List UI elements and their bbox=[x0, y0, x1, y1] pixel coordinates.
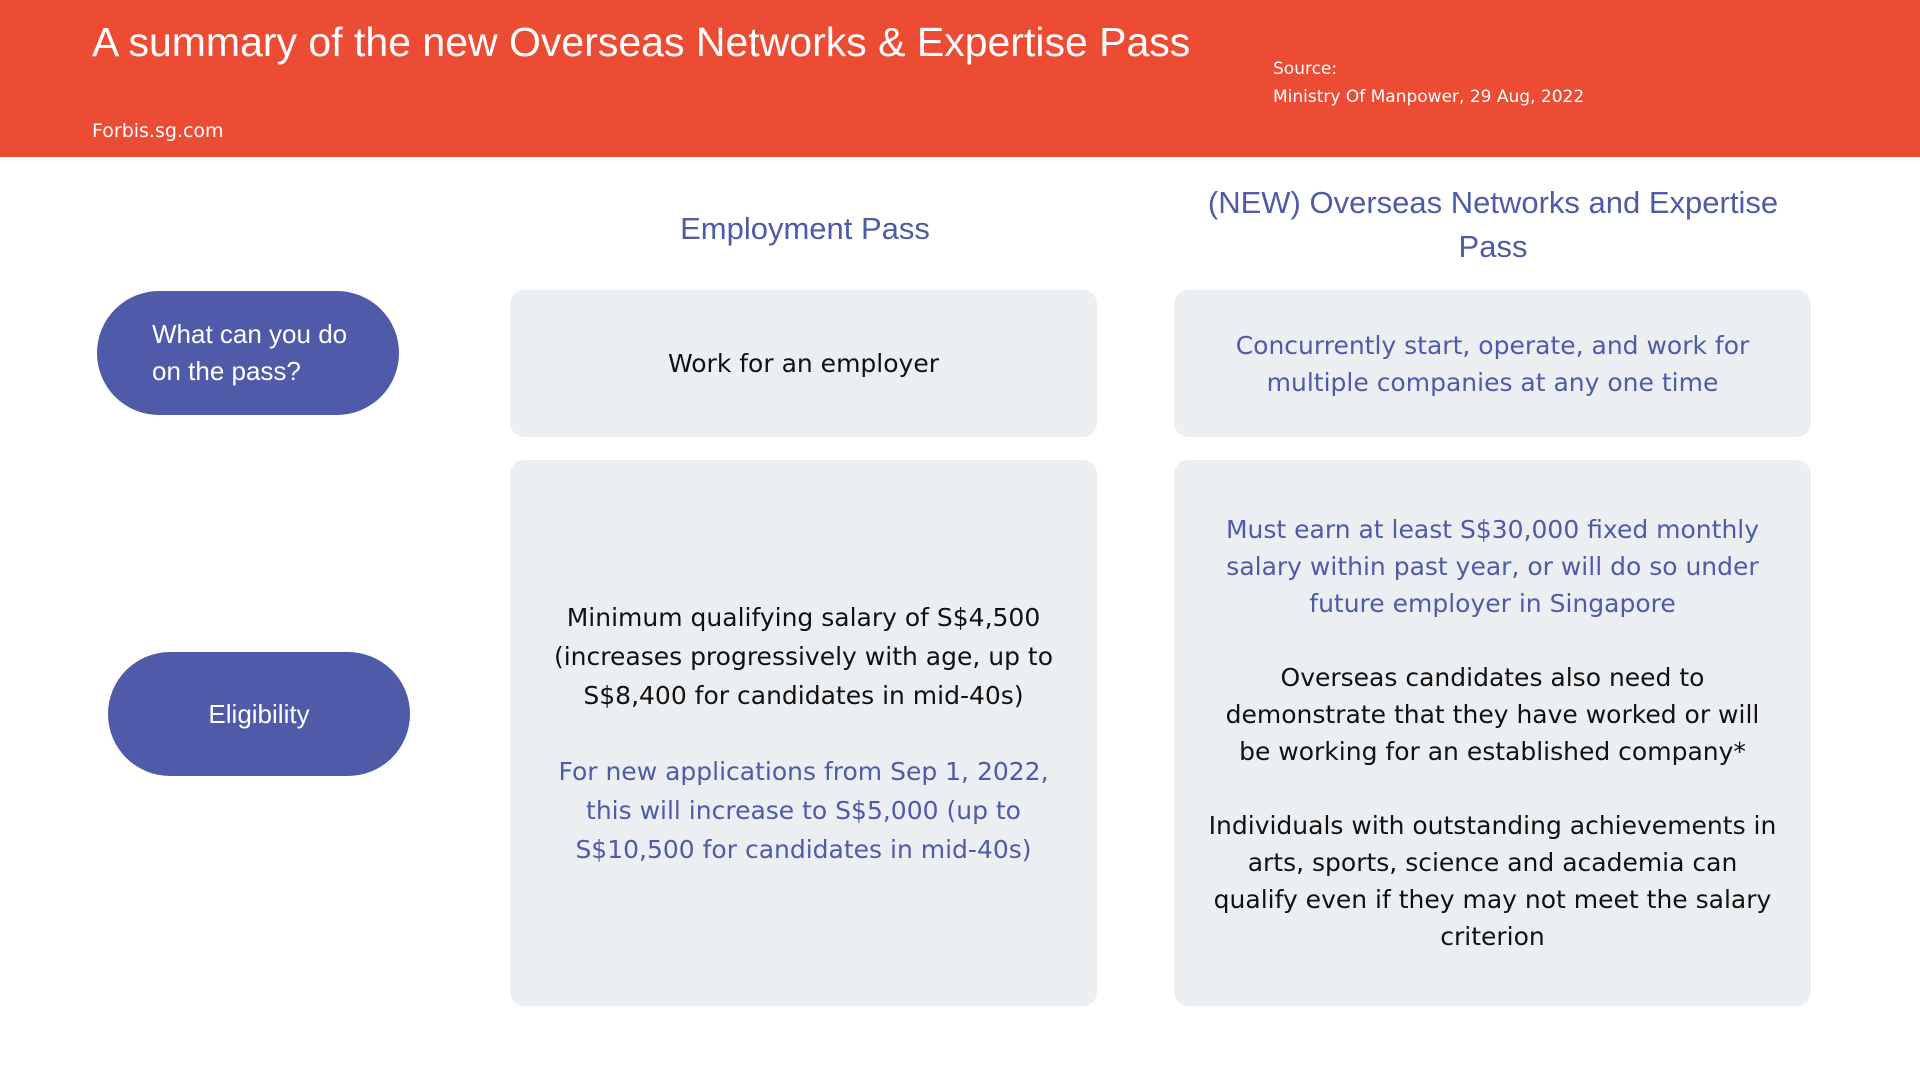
one-pass-eligibility-card bbox=[1174, 460, 1811, 1006]
one-pass-company-text: Overseas candidates also need to demonstrate that they have worked or will be working for an established company* bbox=[1225, 663, 1760, 766]
row-label-what-text: What can you do on the pass? bbox=[152, 319, 348, 386]
page-title: A summary of the new Overseas Networks & Expertise Pass bbox=[92, 19, 1191, 65]
employment-pass-what-text: Work for an employer bbox=[668, 349, 939, 378]
one-pass-outstanding-text: Individuals with outstanding achievements in arts, sports, science and academia can qualify even if they may not meet the salary criterion bbox=[1208, 811, 1777, 951]
employment-pass-update-text: For new applications from Sep 1, 2022, this will increase to S$5,000 (up to S$10,500 for candidates in mid-40s) bbox=[558, 756, 1049, 864]
site-name: Forbis.sg.com bbox=[92, 120, 224, 142]
row-label-what-can-you-do bbox=[97, 291, 399, 415]
one-pass-what-card bbox=[1174, 290, 1811, 437]
one-pass-heading: (NEW) Overseas Networks and Expertise Pass bbox=[1207, 185, 1779, 264]
source-value: Ministry Of Manpower, 29 Aug, 2022 bbox=[1273, 87, 1585, 107]
employment-pass-salary-text: Minimum qualifying salary of S$4,500 (increases progressively with age, up to S$8,400 for candidates in mid-40s) bbox=[553, 602, 1054, 710]
employment-pass-heading: Employment Pass bbox=[680, 211, 930, 246]
row-label-eligibility-text: Eligibility bbox=[208, 698, 310, 729]
employment-pass-what-card bbox=[510, 290, 1097, 437]
one-pass-what-text: Concurrently start, operate, and work for multiple companies at any one time bbox=[1235, 330, 1750, 397]
row-label-eligibility bbox=[108, 652, 410, 776]
source-label: Source: bbox=[1273, 59, 1338, 79]
one-pass-salary-text: Must earn at least S$30,000 fixed monthly salary within past year, or will do so under future employer in Singapore bbox=[1225, 515, 1760, 618]
employment-pass-eligibility-card bbox=[510, 460, 1097, 1006]
header-banner bbox=[0, 0, 1920, 157]
